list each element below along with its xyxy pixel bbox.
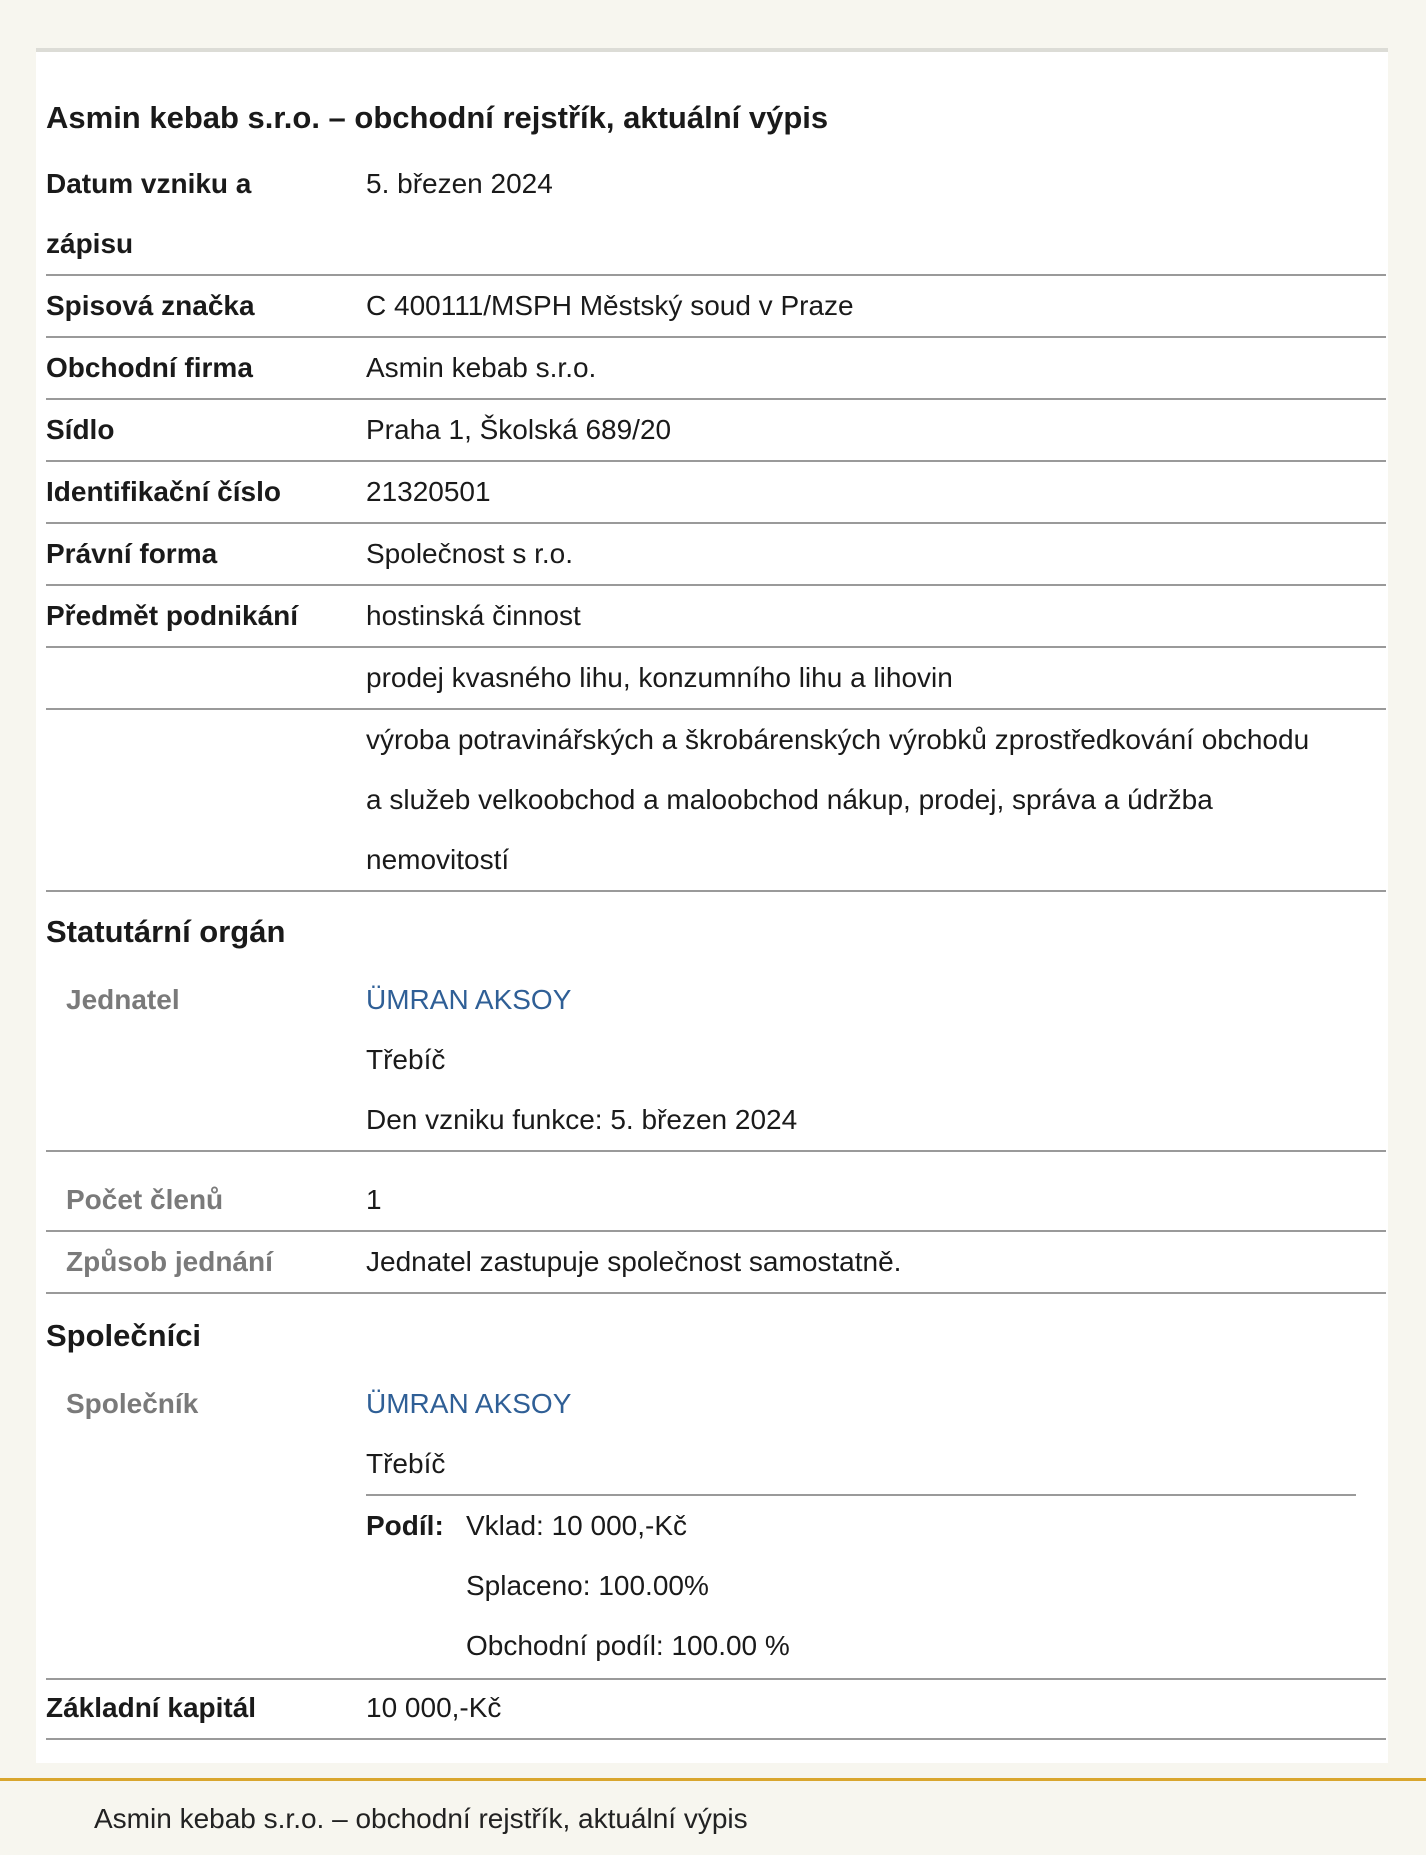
label-pocet-clenu: Počet členů — [66, 1184, 224, 1215]
row-datum-vzniku — [46, 154, 1386, 276]
predmet-3-line2: a služeb velkoobchod a maloobchod nákup, prodej, správa a údržba — [366, 784, 1213, 815]
label-datum-vzniku — [46, 154, 251, 274]
label-obchodni-firma: Obchodní firma — [46, 352, 253, 383]
value-spisova-znacka: C 400111/MSPH Městský soud v Praze — [366, 290, 854, 321]
podil-vklad: Vklad: 10 000,-Kč — [466, 1510, 688, 1541]
jednatel-city: Třebíč — [366, 1044, 446, 1075]
spolecnik-city: Třebíč — [366, 1448, 446, 1479]
row-spisova-znacka — [46, 276, 1386, 338]
footer-bar — [0, 1778, 1426, 1855]
label-ico: Identifikační číslo — [46, 476, 281, 507]
row-zpusob-jednani — [46, 1232, 1386, 1294]
row-predmet-3 — [46, 710, 1386, 892]
row-predmet-2 — [46, 648, 1386, 710]
row-ico — [46, 462, 1386, 524]
heading-statutarni-organ: Statutární orgán — [46, 914, 286, 949]
value-obchodni-firma: Asmin kebab s.r.o. — [366, 352, 597, 383]
value-zpusob-jednani: Jednatel zastupuje společnost samostatně. — [366, 1246, 902, 1277]
value-datum-vzniku: 5. březen 2024 — [366, 168, 553, 199]
value-pravni-forma: Společnost s r.o. — [366, 538, 574, 569]
value-predmet-1: hostinská činnost — [366, 600, 581, 631]
value-ico: 21320501 — [366, 476, 491, 507]
row-pravni-forma — [46, 524, 1386, 586]
footer-title: Asmin kebab s.r.o. – obchodní rejstřík, aktuální výpis — [94, 1803, 748, 1834]
row-predmet-1 — [46, 586, 1386, 648]
podil-splaceno: Splaceno: 100.00% — [466, 1570, 709, 1601]
page-title: Asmin kebab s.r.o. – obchodní rejstřík, aktuální výpis — [46, 100, 829, 135]
label-spisova-znacka: Spisová značka — [46, 290, 255, 321]
label-datum-line2: zápisu — [46, 228, 134, 259]
value-sidlo: Praha 1, Školská 689/20 — [366, 414, 672, 445]
predmet-3-line3: nemovitostí — [366, 844, 510, 875]
spolecnik-name-link[interactable]: ÜMRAN AKSOY — [366, 1388, 572, 1419]
label-sidlo: Sídlo — [46, 414, 115, 445]
value-predmet-3 — [366, 710, 1386, 890]
value-jednatel — [366, 970, 1386, 1150]
value-pocet-clenu: 1 — [366, 1184, 382, 1215]
value-zakladni-kapital: 10 000,-Kč — [366, 1692, 502, 1723]
label-zakladni-kapital: Základní kapitál — [46, 1692, 257, 1723]
row-spolecnik — [46, 1374, 1386, 1494]
predmet-3-line1: výroba potravinářských a škrobárenských výrobků zprostředkování obchodu — [366, 724, 1310, 755]
row-jednatel — [46, 970, 1386, 1152]
value-spolecnik — [366, 1374, 1386, 1494]
jednatel-since: Den vzniku funkce: 5. březen 2024 — [366, 1104, 798, 1135]
row-sidlo — [46, 400, 1386, 462]
podil-obchodni: Obchodní podíl: 100.00 % — [466, 1630, 790, 1661]
label-spolecnik: Společník — [66, 1388, 199, 1419]
podil-label: Podíl: — [366, 1510, 444, 1541]
label-zpusob-jednani: Způsob jednání — [66, 1246, 273, 1277]
label-pravni-forma: Právní forma — [46, 538, 218, 569]
label-jednatel: Jednatel — [66, 984, 180, 1015]
row-zakladni-kapital — [46, 1678, 1386, 1740]
label-datum-line1: Datum vzniku a — [46, 168, 252, 199]
row-pocet-clenu — [46, 1170, 1386, 1232]
row-obchodni-firma — [46, 338, 1386, 400]
heading-spolecnici: Společníci — [46, 1318, 202, 1353]
value-predmet-2: prodej kvasného lihu, konzumního lihu a lihovin — [366, 662, 953, 693]
label-predmet-podnikani: Předmět podnikání — [46, 600, 299, 631]
jednatel-name-link[interactable]: ÜMRAN AKSOY — [366, 984, 572, 1015]
